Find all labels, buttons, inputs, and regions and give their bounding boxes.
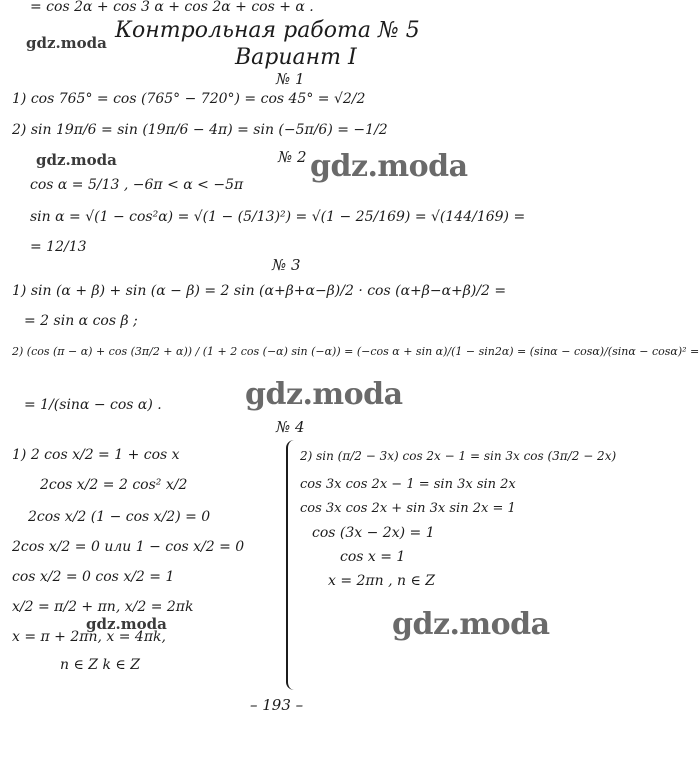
page-title: Контрольная работа № 5	[115, 18, 420, 43]
task4-left-line: x/2 = π/2 + πn, x/2 = 2πk	[12, 599, 194, 615]
watermark: gdz.moda	[310, 149, 468, 184]
watermark: gdz.moda	[36, 151, 117, 169]
task2-given: cos α = 5/13 , −6π < α < −5π	[30, 177, 244, 193]
task4-left-line: 2cos x/2 (1 − cos x/2) = 0	[28, 509, 211, 525]
page-number: – 193 –	[250, 696, 304, 714]
task3-number: № 3	[272, 256, 301, 274]
variant-title: Вариант I	[235, 45, 357, 70]
task4-left-line: cos x/2 = 0 cos x/2 = 1	[12, 569, 175, 585]
task4-right-line: 2) sin (π/2 − 3x) cos 2x − 1 = sin 3x cos (3π/2 − 2x)	[300, 449, 617, 463]
task4-right-line: cos 3x cos 2x − 1 = sin 3x sin 2x	[300, 477, 516, 492]
task4-right-line: cos 3x cos 2x + sin 3x sin 2x = 1	[300, 501, 516, 516]
watermark: gdz.moda	[245, 377, 403, 412]
watermark: gdz.moda	[86, 615, 167, 633]
task1-line2: 2) sin 19π/6 = sin (19π/6 − 4π) = sin (−5π/6) = −1/2	[12, 122, 388, 138]
task2-line1: sin α = √(1 − cos²α) = √(1 − (5/13)²) = √(1 − 25/169) = √(144/169) =	[30, 209, 526, 225]
watermark: gdz.moda	[26, 34, 107, 52]
task4-right-line: cos x = 1	[340, 549, 406, 565]
task1-line1: 1) cos 765° = cos (765° − 720°) = cos 45° = √2/2	[12, 91, 366, 107]
task1-number: № 1	[276, 70, 305, 88]
task3-line1: 1) sin (α + β) + sin (α − β) = 2 sin (α+β+α−β)/2 · cos (α+β−α+β)/2 =	[12, 283, 507, 299]
task4-number: № 4	[276, 418, 305, 436]
task2-number: № 2	[278, 148, 307, 166]
task4-left-line: 1) 2 cos x/2 = 1 + cos x	[12, 447, 180, 463]
task3-line4: = 1/(sinα − cos α) .	[24, 397, 162, 413]
task3-line2: = 2 sin α cos β ;	[24, 313, 138, 329]
top-line: = cos 2α + cos 3 α + cos 2α + cos + α .	[30, 0, 314, 15]
task4-right-line: x = 2πn , n ∈ Z	[328, 573, 436, 589]
task4-right-line: cos (3x − 2x) = 1	[312, 525, 435, 541]
system-brace	[286, 440, 298, 690]
task4-left-line: n ∈ Z k ∈ Z	[60, 657, 140, 673]
task2-line2: = 12/13	[30, 239, 87, 255]
task3-line3: 2) (cos (π − α) + cos (3π/2 + α)) / (1 + 2 cos (−α) sin (−α)) = (−cos α + sin α)/(1 − sin2α) = (sinα − cosα)/(sinα − cosα)² =	[12, 345, 699, 358]
watermark: gdz.moda	[392, 607, 550, 642]
task4-left-line: 2cos x/2 = 0 или 1 − cos x/2 = 0	[12, 539, 245, 555]
task4-left-line: 2cos x/2 = 2 cos² x/2	[40, 477, 188, 493]
task4-left-line: x = π + 2πn, x = 4πk,	[12, 629, 166, 645]
